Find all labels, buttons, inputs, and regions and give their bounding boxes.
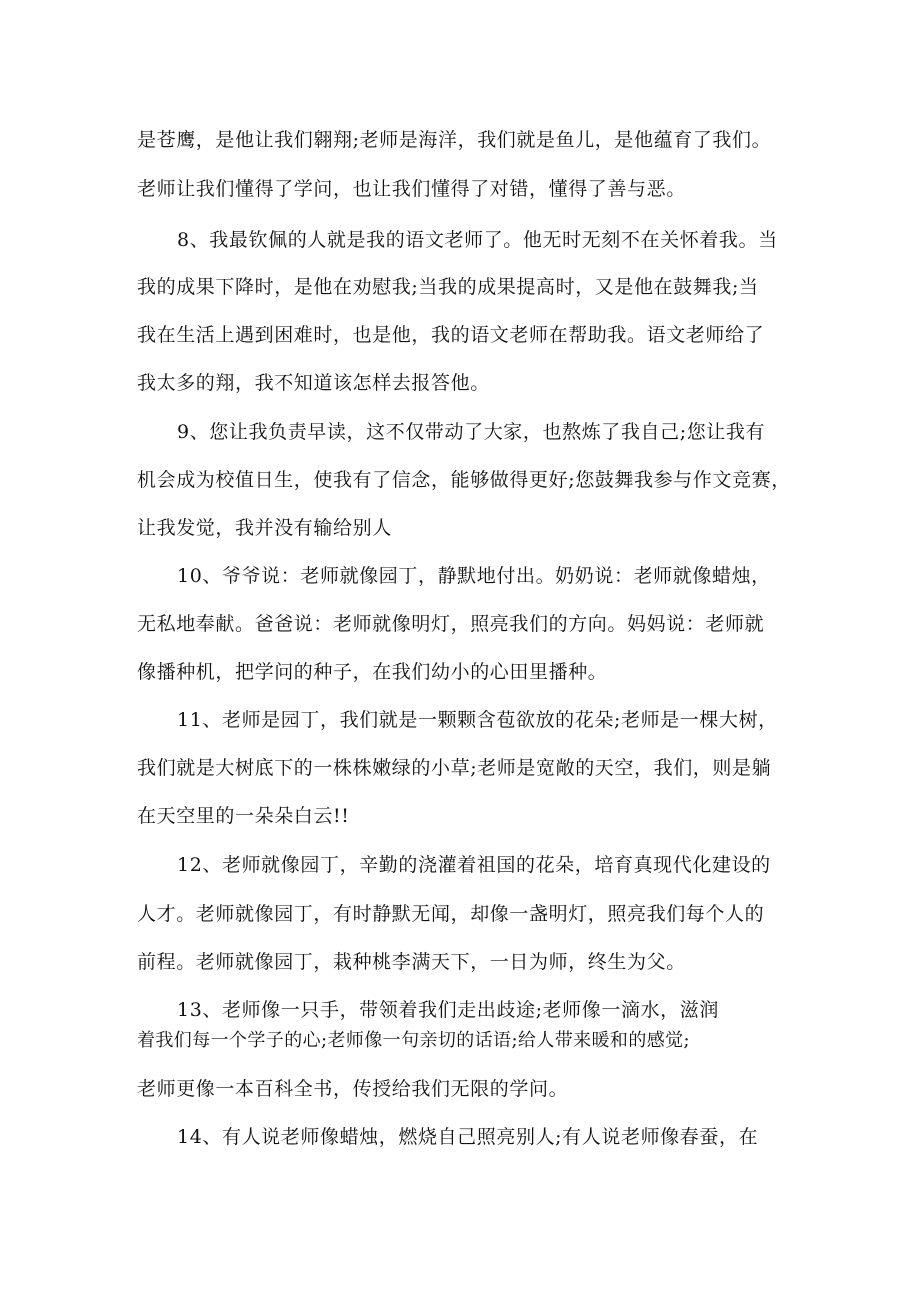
paragraph-8-line: 8、我最钦佩的人就是我的语文老师了。他无时无刻不在关怀着我。当 — [177, 229, 778, 251]
text-line: 着我们每一个学子的心;老师像一句亲切的话语;给人带来暖和的感觉; — [137, 1030, 690, 1051]
paragraph-12-line: 12、老师就像园丁，辛勤的浇灌着祖国的花朵，培育真现代化建设的 — [177, 854, 771, 876]
paragraph-9-line: 9、您让我负责早读，这不仅带动了大家，也熬炼了我自己;您让我有 — [177, 421, 766, 443]
text-line: 老师更像一本百科全书，传授给我们无限的学问。 — [137, 1078, 569, 1100]
paragraph-14-line: 14、有人说老师像蜡烛，燃烧自己照亮别人;有人说老师像春蚕，在 — [177, 1126, 759, 1148]
text-line: 我在生活上遇到困难时，也是他，我的语文老师在帮助我。语文老师给了 — [137, 324, 765, 346]
paragraph-11-line: 11、老师是园丁，我们就是一颗颗含苞欲放的花朵;老师是一棵大树， — [177, 709, 778, 731]
text-line: 像播种机，把学问的种子，在我们幼小的心田里播种。 — [137, 661, 608, 683]
text-line: 老师让我们懂得了学问，也让我们懂得了对错，懂得了善与恶。 — [137, 178, 686, 200]
text-line: 我太多的翔，我不知道该怎样去报答他。 — [137, 372, 490, 394]
text-line: 我们就是大树底下的一株株嫩绿的小草;老师是宽敞的天空，我们，则是躺 — [137, 757, 772, 779]
text-line: 人才。老师就像园丁，有时静默无闻，却像一盏明灯，照亮我们每个人的 — [137, 903, 765, 925]
text-line: 机会成为校值日生，使我有了信念，能够做得更好;您鼓舞我参与作文竞赛， — [137, 469, 791, 491]
paragraph-13-line: 13、老师像一只手，带领着我们走出歧途;老师像一滴水，滋润 — [177, 999, 719, 1021]
text-line: 在天空里的一朵朵白云!! — [137, 805, 350, 827]
text-line: 无私地奉献。爸爸说：老师就像明灯，照亮我们的方向。妈妈说：老师就 — [137, 613, 765, 635]
paragraph-10-line: 10、爷爷说：老师就像园丁，静默地付出。奶奶说：老师就像蜡烛， — [177, 565, 771, 587]
text-line: 让我发觉，我并没有输给别人 — [137, 517, 392, 539]
text-line: 前程。老师就像园丁，栽种桃李满天下，一日为师，终生为父。 — [137, 951, 686, 973]
text-line: 我的成果下降时，是他在劝慰我;当我的成果提高时，又是他在鼓舞我;当 — [137, 276, 759, 298]
text-line: 是苍鹰，是他让我们翱翔;老师是海洋，我们就是鱼儿，是他蕴育了我们。 — [137, 129, 772, 151]
